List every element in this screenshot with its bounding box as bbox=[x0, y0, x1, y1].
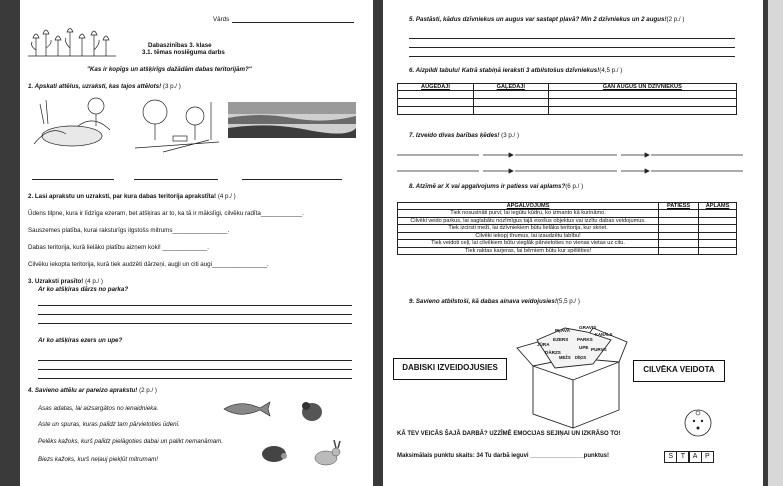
q6-cell[interactable] bbox=[473, 99, 548, 107]
box-word[interactable]: EZERS bbox=[553, 337, 569, 342]
q4-item: Aste un spuras, kuras palīdz tam pārvietoties ūdenī. bbox=[38, 421, 180, 428]
box-word[interactable]: KANĀLS bbox=[595, 332, 613, 337]
q6-title: 6. Aizpildi tabulu! Katrā stabiņā ieraksti 3 atbilstošus dzīvniekus!(4,5 p./ ) bbox=[409, 67, 623, 74]
q6-cell[interactable] bbox=[473, 107, 548, 115]
q2-line: Sauszemes platība, kurai raksturīgs ilgstošs mitrums________________. bbox=[28, 227, 230, 234]
q6-header: GAĻĒDĀJI bbox=[473, 84, 548, 91]
q6-cell[interactable] bbox=[473, 91, 548, 99]
fish-icon[interactable] bbox=[220, 400, 272, 418]
q4-item: Pelēks kažoks, kurš palīdz pielāgoties dabai un palikt nemanāmam. bbox=[38, 438, 224, 445]
pond-illustration bbox=[30, 94, 112, 156]
q6-header: AUGĒDĀJI bbox=[398, 84, 474, 91]
q4-item: Biezs kažoks, kurš neļauj piekļūt mitrumam! bbox=[38, 456, 159, 463]
q2-line: Cilvēku iekopta teritorija, kurā tiek audzēti dārzeņi, augļi un citi augi________________. bbox=[28, 261, 269, 268]
q6-cell[interactable] bbox=[398, 107, 474, 115]
q2-title: 2. Lasi aprakstu un uzraksti, par kura dabas teritorija aprakstīta! (4 p./ ) bbox=[28, 193, 236, 200]
q5-title: 5. Pastāsti, kādus dzīvniekus un augus var sastapt pļavā? Min 2 dzīvniekus un 2 augus!(2 p./ ) bbox=[409, 16, 685, 23]
q3-answer-line[interactable] bbox=[38, 360, 352, 361]
q8-header: APLAMS bbox=[699, 203, 737, 210]
q8-false-cell[interactable] bbox=[699, 210, 737, 217]
stap-p[interactable]: P bbox=[701, 451, 714, 463]
box-word[interactable]: MEŽS bbox=[559, 355, 571, 360]
face-icon[interactable] bbox=[683, 408, 713, 438]
q8-false-cell[interactable] bbox=[699, 217, 737, 224]
box-word[interactable]: GRAVIS bbox=[579, 325, 597, 330]
q6-header: GAN AUGUS UN DZĪVNIEKUS bbox=[548, 84, 736, 91]
q5-answer-line[interactable] bbox=[409, 38, 735, 39]
q1-title: 1. Apskati attēlus, uzraksti, kas tajos attēlots! (3 p./ ) bbox=[28, 83, 181, 90]
q5-answer-line[interactable] bbox=[409, 47, 735, 48]
q8-statement: Cilvēki veido parkus, lai saglabātu nozīmīgus tajā esošus objektus vai izzītu dabas veidojumus. bbox=[398, 217, 659, 224]
q8-statement: Cilvēki iekopj tīrumus, lai izaudzētu labību! bbox=[398, 232, 659, 239]
q8-title: 8. Atzīmē ar X vai apgalvojums ir patiess vai aplams?(6 p./ ) bbox=[409, 183, 584, 190]
q8-true-cell[interactable] bbox=[659, 210, 699, 217]
box-word[interactable]: JŪRA bbox=[537, 342, 550, 347]
q8-statement: Tiek veidoti ceļi, lai cilvēkiem būtu vieglāk pārvietoties no vienas vietas uz citu. bbox=[398, 240, 659, 247]
q9-title: 9. Savieno atbilstoši, kā dabas ainava veidojusies!(5,5 p./ ) bbox=[409, 298, 580, 305]
header-test: 3.1. tēmas noslēguma darbs bbox=[142, 49, 225, 56]
box-word[interactable]: DĪĶIS bbox=[575, 355, 587, 360]
word-box-illustration bbox=[515, 318, 633, 430]
stap-t[interactable]: T bbox=[676, 451, 689, 463]
q6-cell[interactable] bbox=[548, 91, 736, 99]
human-made-landscape-box[interactable]: CILVĒKA VEIDOTA bbox=[633, 360, 725, 382]
header-class: Dabaszinības 3. klase bbox=[148, 42, 212, 49]
vertical-scrollbar[interactable] bbox=[768, 0, 783, 486]
q8-statement: Tiek izcirsti meži, lai dzīvniekiem būtu lielāka teritorija, kur skriet. bbox=[398, 225, 659, 232]
q6-cell[interactable] bbox=[398, 99, 474, 107]
q3-title: 3. Uzraksti prasīto! (4 p./ ) bbox=[28, 278, 103, 285]
q8-false-cell[interactable] bbox=[699, 240, 737, 247]
tulips-illustration bbox=[26, 26, 118, 58]
q8-true-cell[interactable] bbox=[659, 232, 699, 239]
q5-answer-line[interactable] bbox=[409, 56, 735, 57]
q3-answer-line[interactable] bbox=[38, 323, 352, 324]
name-line bbox=[232, 22, 354, 23]
q3-answer-line[interactable] bbox=[38, 378, 352, 379]
q8-true-cell[interactable] bbox=[659, 225, 699, 232]
q2-line: Ūdens tilpne, kura ir līdzīga ezeram, bet atšķiras ar to, ka tā ir mākslīgi, cilvēku radīta____________. bbox=[28, 210, 304, 217]
q8-header: APGALVOJUMS bbox=[398, 203, 659, 210]
q3-answer-line[interactable] bbox=[38, 305, 352, 306]
score-label: Maksimālais punktu skaits: 34 Tu darbā ieguvi ________________punktus! bbox=[397, 453, 609, 459]
q6-cell[interactable] bbox=[398, 91, 474, 99]
park-illustration bbox=[133, 96, 221, 154]
stap-s[interactable]: S bbox=[664, 451, 677, 463]
q3-answer-line[interactable] bbox=[38, 369, 352, 370]
q6-cell[interactable] bbox=[548, 107, 736, 115]
worksheet-page-2 bbox=[383, 0, 763, 486]
q6-cell[interactable] bbox=[548, 99, 736, 107]
natural-landscape-box[interactable]: DABISKI IZVEIDOJUSIES bbox=[393, 358, 507, 380]
q7-title: 7. Izveido divas barības ķēdes! (3 p./ ) bbox=[409, 132, 520, 139]
box-word[interactable]: DĀRZS bbox=[545, 350, 561, 355]
q3-answer-line[interactable] bbox=[38, 314, 352, 315]
q1-answer-line-1[interactable] bbox=[32, 179, 114, 180]
q8-false-cell[interactable] bbox=[699, 232, 737, 239]
q3-sub2: Ar ko atšķiras ezers un upe? bbox=[38, 337, 123, 344]
q4-title: 4. Savieno attēlu ar pareizo aprakstu! (2 p./ ) bbox=[28, 387, 157, 394]
q3-sub1: Ar ko atšķiras dārzs no parka? bbox=[38, 286, 129, 293]
q8-true-cell[interactable] bbox=[659, 247, 699, 254]
name-label: Vārds bbox=[213, 16, 230, 23]
q1-answer-line-2[interactable] bbox=[134, 179, 218, 180]
beaver-icon[interactable] bbox=[296, 400, 326, 424]
q8-false-cell[interactable] bbox=[699, 225, 737, 232]
q8-false-cell[interactable] bbox=[699, 247, 737, 254]
box-word[interactable]: PĻAVA bbox=[555, 328, 570, 333]
box-word[interactable]: PARKS bbox=[577, 337, 593, 342]
q8-statement: Tiek nosusināti purvi, lai iegūtu kūdru, ko izmanto kā kurināmo. bbox=[398, 210, 659, 217]
q8-statement: Tiek raktas karjeras, lai bērniem būtu kur spēlēties! bbox=[398, 247, 659, 254]
q4-item: Asas adatas, lai aizsargātos no ienaidnieka. bbox=[38, 405, 159, 412]
q8-table bbox=[397, 202, 737, 255]
q8-true-cell[interactable] bbox=[659, 240, 699, 247]
rabbit-icon[interactable] bbox=[308, 440, 342, 466]
stap-a[interactable]: A bbox=[689, 451, 702, 463]
q2-line: Dabas teritorija, kurā lielāko platību aizņem koki! _____________. bbox=[28, 244, 209, 251]
motto: "Kas ir kopīgs un atšķirīgs dažādām dabas teritorijām?" bbox=[87, 66, 252, 73]
worksheet-page-1 bbox=[20, 0, 373, 486]
stap-scale[interactable] bbox=[665, 451, 714, 463]
q8-true-cell[interactable] bbox=[659, 217, 699, 224]
sea-illustration bbox=[228, 102, 356, 138]
q1-answer-line-3[interactable] bbox=[242, 179, 342, 180]
food-chain-lines[interactable] bbox=[397, 148, 747, 176]
q8-header: PATIESS bbox=[659, 203, 699, 210]
q6-table bbox=[397, 83, 737, 115]
box-word[interactable]: PURVS bbox=[591, 347, 607, 352]
hedgehog-icon[interactable] bbox=[260, 440, 288, 464]
box-word[interactable]: UPE bbox=[579, 345, 589, 350]
feedback-prompt: KĀ TEV VEICĀS ŠAJĀ DARBĀ? UZZĪMĒ EMOCIJAS SEJIŅAI UN IZKRĀSO TO! bbox=[397, 431, 621, 437]
